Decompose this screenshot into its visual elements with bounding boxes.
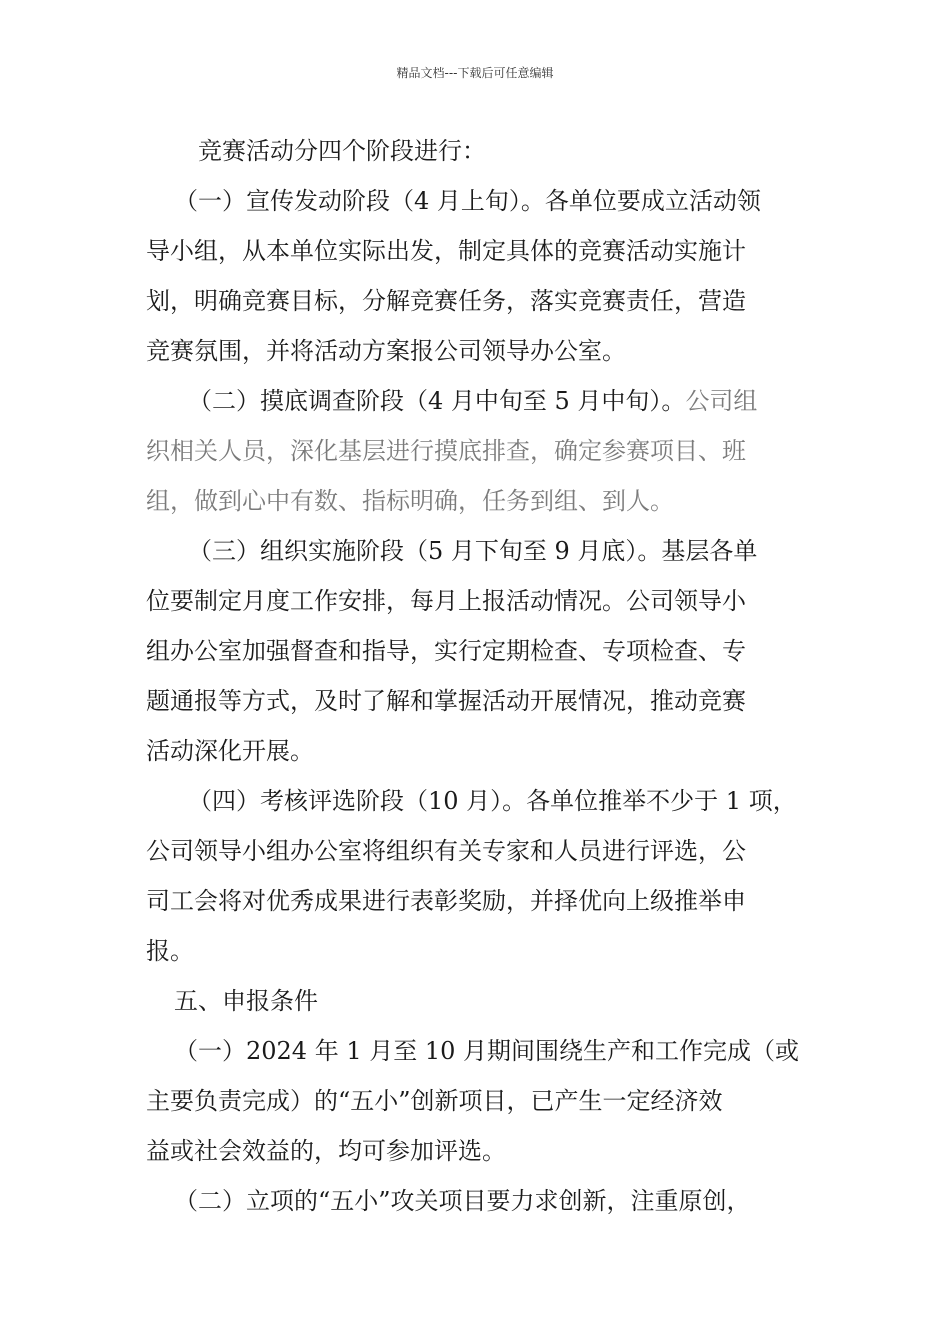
- document-body: [146, 126, 810, 1226]
- paragraph-line: 题通报等方式，及时了解和掌握活动开展情况，推动竞赛: [146, 687, 746, 715]
- paragraph-line: （三）组织实施阶段（5 月下旬至 9 月底）。基层各单: [188, 537, 758, 565]
- paragraph-line: 划，明确竞赛目标，分解竞赛任务，落实竞赛责任，营造: [146, 287, 746, 315]
- page-header: 精品文档---下载后可任意编辑: [396, 66, 554, 80]
- paragraph-line: 报。: [146, 937, 194, 965]
- paragraph-line: （一）宣传发动阶段（4 月上旬）。各单位要成立活动领: [174, 187, 761, 215]
- paragraph-line: 公司领导小组办公室将组织有关专家和人员进行评选，公: [146, 837, 746, 865]
- paragraph-line: （四）考核评选阶段（10 月）。各单位推举不少于 1 项，: [188, 787, 797, 815]
- paragraph-line: （二）立项的“五小”攻关项目要力求创新，注重原创，: [174, 1187, 751, 1215]
- paragraph-line: 组办公室加强督查和指导，实行定期检查、专项检查、专: [146, 637, 746, 665]
- paragraph-line: 组，做到心中有数、指标明确，任务到组、到人。: [146, 487, 674, 515]
- paragraph-line: 活动深化开展。: [146, 737, 314, 765]
- paragraph-line: 竞赛氛围，并将活动方案报公司领导办公室。: [146, 337, 626, 365]
- paragraph-line: （一）2024 年 1 月至 10 月期间围绕生产和工作完成（或: [174, 1037, 800, 1065]
- paragraph-line: 位要制定月度工作安排，每月上报活动情况。公司领导小: [146, 587, 746, 615]
- paragraph-line: 竞赛活动分四个阶段进行：: [198, 137, 486, 165]
- paragraph-line: （二）摸底调查阶段（4 月中旬至 5 月中旬）。公司组: [146, 376, 810, 426]
- paragraph-line: 益或社会效益的，均可参加评选。: [146, 1137, 506, 1165]
- paragraph-line: 导小组，从本单位实际出发，制定具体的竞赛活动实施计: [146, 237, 746, 265]
- paragraph-line: 织相关人员，深化基层进行摸底排查，确定参赛项目、班: [146, 437, 746, 465]
- gray-text: 公司组: [685, 387, 758, 415]
- paragraph-line: 主要负责完成）的“五小”创新项目，已产生一定经济效: [146, 1087, 723, 1115]
- section-heading: 五、申报条件: [174, 987, 318, 1015]
- paragraph-line: 司工会将对优秀成果进行表彰奖励，并择优向上级推举申: [146, 887, 746, 915]
